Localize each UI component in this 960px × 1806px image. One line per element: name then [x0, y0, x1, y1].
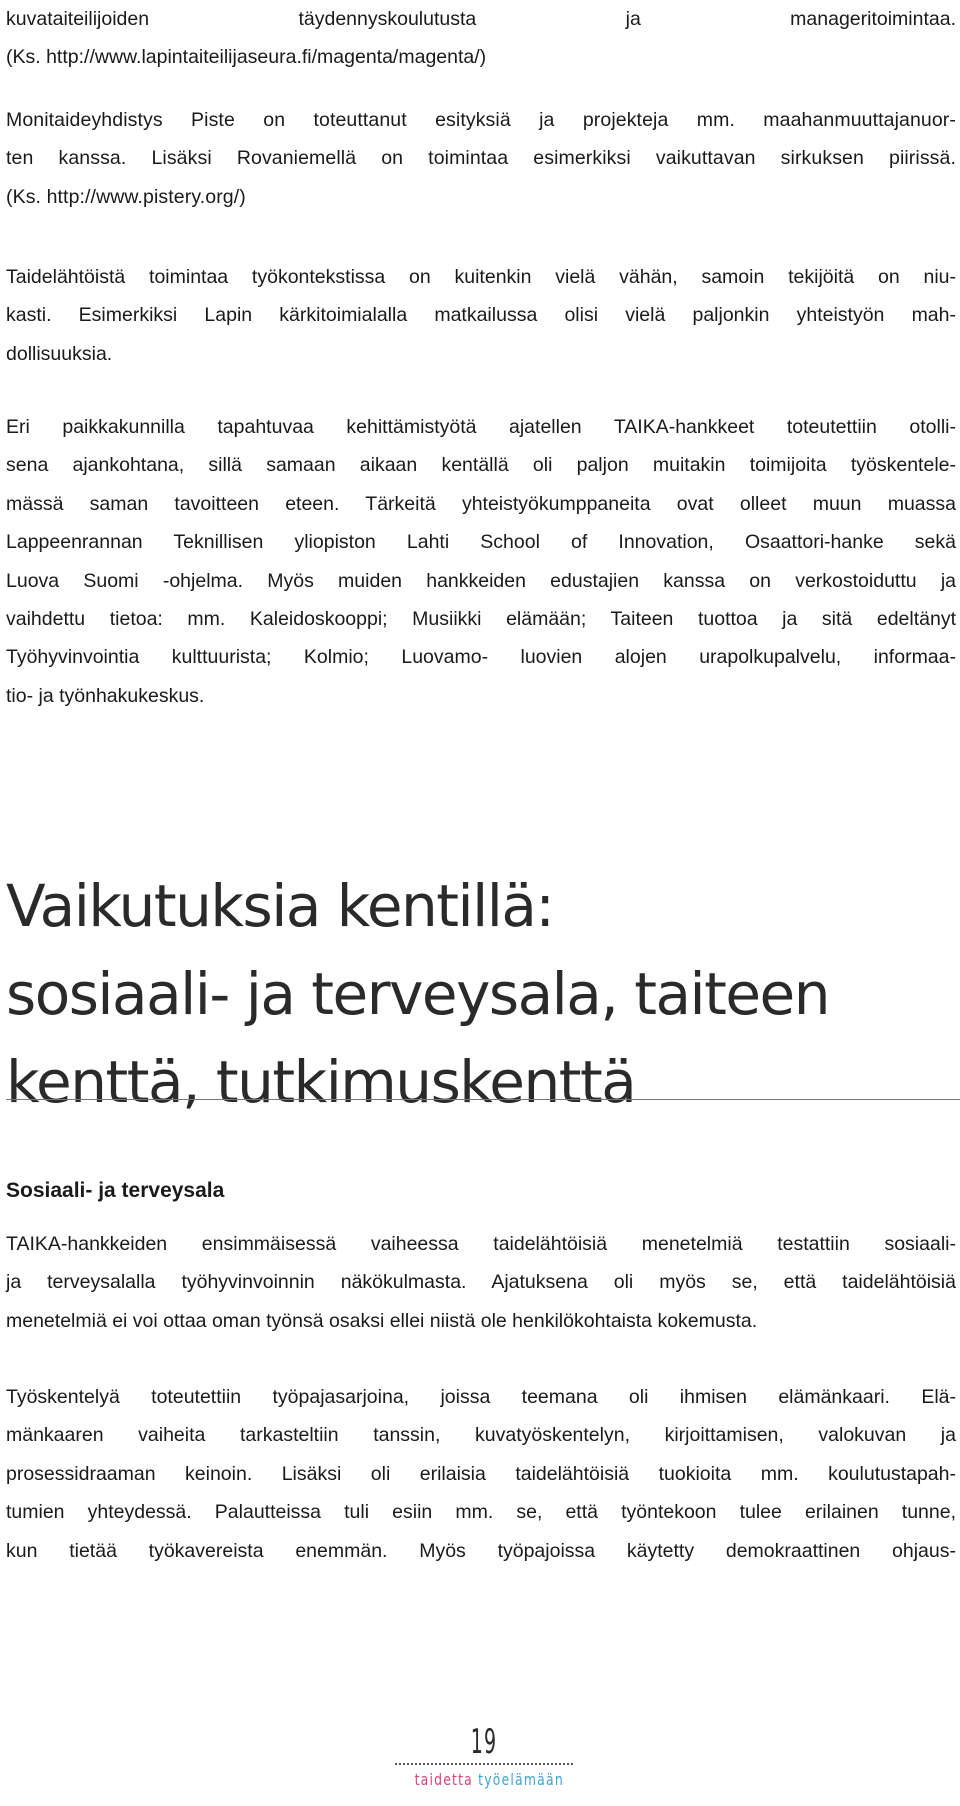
text-line: (Ks. http://www.lapintaiteilijaseura.fi/magenta/magenta/) [6, 46, 487, 69]
heading-line: kenttä, tutkimuskenttä [6, 1048, 636, 1116]
text-line: tio- ja työnhakukeskus. [6, 684, 205, 707]
text-line: vaihdettu tietoa: mm. Kaleidoskooppi; Musiikki elämään; Taiteen tuottoa ja sitä edeltänyt [6, 608, 956, 631]
text-line: sena ajankohtana, sillä samaan aikaan kentällä oli paljon muitakin toimijoita työskentele- [6, 454, 956, 477]
text-line: (Ks. http://www.pistery.org/) [6, 185, 246, 208]
text-line: TAIKA-hankkeiden ensimmäisessä vaiheessa taidelähtöisiä menetelmiä testattiin sosiaali- [6, 1233, 956, 1255]
text-line: Luova Suomi -ohjelma. Myös muiden hankkeiden edustajien kanssa on verkostoiduttu ja [6, 569, 956, 592]
heading-divider [6, 1099, 960, 1100]
brand-part-2: työelämään [478, 1770, 564, 1789]
paragraph-piste [6, 101, 956, 216]
subsection-title: Sosiaali- ja terveysala [6, 1179, 225, 1202]
page-footer [395, 1722, 573, 1791]
heading-line: sosiaali- ja terveysala, taiteen [6, 960, 829, 1028]
text-line: ten kanssa. Lisäksi Rovaniemellä on toimintaa esimerkiksi vaikuttavan sirkuksen piirissä. [6, 147, 956, 170]
text-line: Työskentelyä toteutettiin työpajasarjoina, joissa teemana oli ihmisen elämänkaari. Elä- [6, 1386, 956, 1408]
footer-brand-logo [414, 1769, 564, 1791]
text-line: dollisuuksia. [6, 342, 113, 365]
heading-line: Vaikutuksia kentillä: [6, 872, 554, 940]
text-line: kasti. Esimerkiksi Lapin kärkitoimialalla matkailussa olisi vielä paljonkin yhteistyön mah- [6, 304, 956, 327]
paragraph-magenta [6, 0, 956, 77]
text-line: kun tietää työkavereista enemmän. Myös työpajoissa käytetty demokraattinen ohjaus- [6, 1539, 956, 1562]
paragraph-work-context [6, 258, 956, 373]
text-line: mässä saman tavoitteen eteen. Tärkeitä yhteistyökumppaneita ovat olleet muun muassa [6, 492, 956, 515]
text-line: tumien yhteydessä. Palautteissa tuli esiin mm. se, että työntekoon tulee erilainen tunne, [6, 1501, 956, 1524]
text-line: menetelmiä ei voi ottaa oman työnsä osaksi ellei niistä ole henkilökohtaista kokemusta. [6, 1309, 758, 1332]
section-heading [6, 862, 960, 1126]
paragraph-first-phase [6, 1225, 956, 1340]
paragraph-workshops [6, 1378, 956, 1570]
page-number: 19 [470, 1722, 498, 1762]
text-line: Työhyvinvointia kulttuurista; Kolmio; Luovamo- luovien alojen urapolkupalvelu, informaa- [6, 646, 956, 669]
text-line: prosessidraaman keinoin. Lisäksi oli erilaisia taidelähtöisiä tuokioita mm. koulutustapah- [6, 1462, 956, 1485]
text-line: mänkaaren vaiheita tarkasteltiin tanssin, kuvatyöskentelyn, kirjoittamisen, valokuvan ja [6, 1424, 956, 1447]
text-line: Lappeenrannan Teknillisen yliopiston Lahti School of Innovation, Osaattori-hanke sekä [6, 531, 956, 554]
text-line: ja terveysalalla työhyvinvoinnin näkökulmasta. Ajatuksena oli myös se, että taidelähtöisiä [6, 1271, 956, 1294]
text-line: Monitaideyhdistys Piste on toteuttanut esityksiä ja projekteja mm. maahanmuuttajanuor- [6, 109, 956, 131]
text-line: kuvataiteilijoiden täydennyskoulutusta ja manageritoimintaa. [6, 8, 956, 30]
text-line: Taidelähtöistä toimintaa työkontekstissa on kuitenkin vielä vähän, samoin tekijöitä on niu- [6, 266, 956, 288]
footer-divider [395, 1763, 573, 1765]
paragraph-development [6, 408, 956, 715]
text-line: Eri paikkakunnilla tapahtuvaa kehittämistyötä ajatellen TAIKA-hankkeet toteutettiin otolli- [6, 416, 956, 438]
brand-part-1: taidetta [414, 1770, 473, 1789]
